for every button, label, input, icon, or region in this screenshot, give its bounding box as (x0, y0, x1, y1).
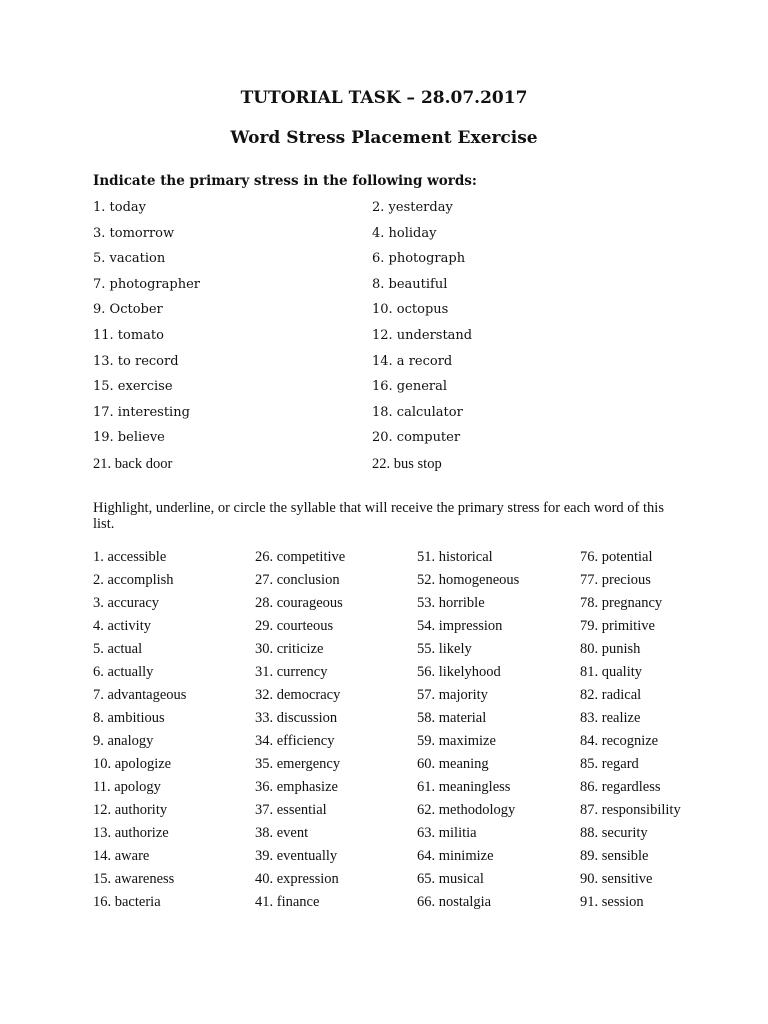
word-item: 10. octopus (372, 302, 449, 318)
word-item: 40. expression (255, 871, 339, 887)
word-item: 5. actual (93, 641, 143, 657)
word-item: 58. material (417, 710, 487, 726)
word-row (0, 302, 768, 328)
word-item: 79. primitive (580, 618, 655, 634)
word-item: 9. October (93, 302, 163, 318)
word-item: 12. understand (372, 327, 473, 343)
word-item: 39. eventually (255, 848, 338, 864)
word-item: 21. back door (93, 455, 173, 472)
word-item: 35. emergency (255, 756, 341, 772)
word-item: 38. event (255, 825, 309, 841)
word-item: 5. vacation (93, 251, 166, 267)
word-item: 14. aware (93, 848, 150, 864)
word-item: 8. ambitious (93, 710, 165, 726)
word-item: 18. calculator (372, 404, 463, 420)
word-item: 3. tomorrow (93, 225, 175, 241)
word-item: 17. interesting (93, 404, 190, 420)
word-item: 1. accessible (93, 549, 167, 565)
word-row (0, 200, 768, 226)
word-item: 62. methodology (417, 802, 516, 818)
word-item: 12. authority (93, 802, 168, 818)
word-column (417, 549, 519, 917)
word-item: 66. nostalgia (417, 894, 492, 910)
word-item: 59. maximize (417, 733, 496, 749)
document-title: TUTORIAL TASK – 28.07.2017 (240, 88, 528, 108)
word-item: 53. horrible (417, 595, 485, 611)
word-item: 55. likely (417, 641, 472, 657)
section1-word-list (0, 200, 768, 482)
word-row (0, 226, 768, 252)
word-item: 22. bus stop (372, 455, 442, 472)
document-subtitle: Word Stress Placement Exercise (230, 128, 538, 148)
word-item: 20. computer (372, 430, 461, 446)
word-item: 82. radical (580, 687, 642, 703)
word-item: 14. a record (372, 353, 453, 369)
word-row (0, 354, 768, 380)
word-item: 52. homogeneous (417, 572, 520, 588)
word-item: 63. militia (417, 825, 477, 841)
word-item: 6. actually (93, 664, 154, 680)
word-item: 56. likelyhood (417, 664, 501, 680)
word-row (0, 405, 768, 431)
word-row (0, 430, 768, 456)
word-item: 11. tomato (93, 327, 164, 343)
word-row (0, 379, 768, 405)
word-item: 57. majority (417, 687, 488, 703)
word-item: 90. sensitive (580, 871, 653, 887)
word-item: 15. exercise (93, 379, 173, 395)
word-item: 10. apologize (93, 756, 172, 772)
word-item: 7. photographer (93, 276, 200, 292)
word-item: 76. potential (580, 549, 653, 565)
word-item: 8. beautiful (372, 276, 448, 292)
word-item: 60. meaning (417, 756, 489, 772)
word-row (0, 277, 768, 303)
word-item: 7. advantageous (93, 687, 187, 703)
word-item: 84. recognize (580, 733, 659, 749)
word-item: 80. punish (580, 641, 641, 657)
word-item: 61. meaningless (417, 779, 511, 795)
word-item: 29. courteous (255, 618, 334, 634)
word-item: 16. bacteria (93, 894, 161, 910)
word-item: 4. activity (93, 618, 151, 634)
section2-instruction: Highlight, underline, or circle the syllable that will receive the primary stress for each word of this list. (93, 500, 664, 532)
word-item: 37. essential (255, 802, 327, 818)
word-row (0, 456, 768, 482)
word-item: 16. general (372, 379, 448, 395)
word-row (0, 251, 768, 277)
word-item: 4. holiday (372, 225, 437, 241)
word-item: 27. conclusion (255, 572, 340, 588)
word-item: 34. efficiency (255, 733, 335, 749)
word-item: 65. musical (417, 871, 484, 887)
word-item: 11. apology (93, 779, 161, 795)
word-item: 32. democracy (255, 687, 341, 703)
word-item: 28. courageous (255, 595, 343, 611)
word-item: 15. awareness (93, 871, 175, 887)
word-item: 2. yesterday (372, 200, 453, 215)
word-item: 51. historical (417, 549, 493, 565)
word-item: 3. accuracy (93, 595, 160, 611)
word-item: 41. finance (255, 894, 320, 910)
word-item: 85. regard (580, 756, 639, 772)
word-item: 33. discussion (255, 710, 338, 726)
word-item: 19. believe (93, 430, 165, 446)
word-row (0, 328, 768, 354)
word-item: 1. today (93, 200, 147, 215)
word-item: 77. precious (580, 572, 651, 588)
word-item: 2. accomplish (93, 572, 174, 588)
word-item: 86. regardless (580, 779, 661, 795)
word-item: 36. emphasize (255, 779, 338, 795)
word-item: 13. to record (93, 353, 179, 369)
word-item: 81. quality (580, 664, 643, 680)
word-item: 87. responsibility (580, 802, 681, 818)
word-item: 30. criticize (255, 641, 324, 657)
word-item: 6. photograph (372, 251, 466, 267)
word-item: 91. session (580, 894, 644, 910)
word-item: 54. impression (417, 618, 503, 634)
word-column (580, 549, 681, 917)
section1-instruction: Indicate the primary stress in the following words: (93, 173, 477, 189)
word-item: 88. security (580, 825, 648, 841)
word-item: 83. realize (580, 710, 641, 726)
word-item: 89. sensible (580, 848, 649, 864)
word-column (93, 549, 186, 917)
word-item: 64. minimize (417, 848, 494, 864)
word-item: 78. pregnancy (580, 595, 663, 611)
word-column (255, 549, 345, 917)
word-item: 31. currency (255, 664, 328, 680)
word-item: 9. analogy (93, 733, 154, 749)
word-item: 26. competitive (255, 549, 346, 565)
word-item: 13. authorize (93, 825, 169, 841)
